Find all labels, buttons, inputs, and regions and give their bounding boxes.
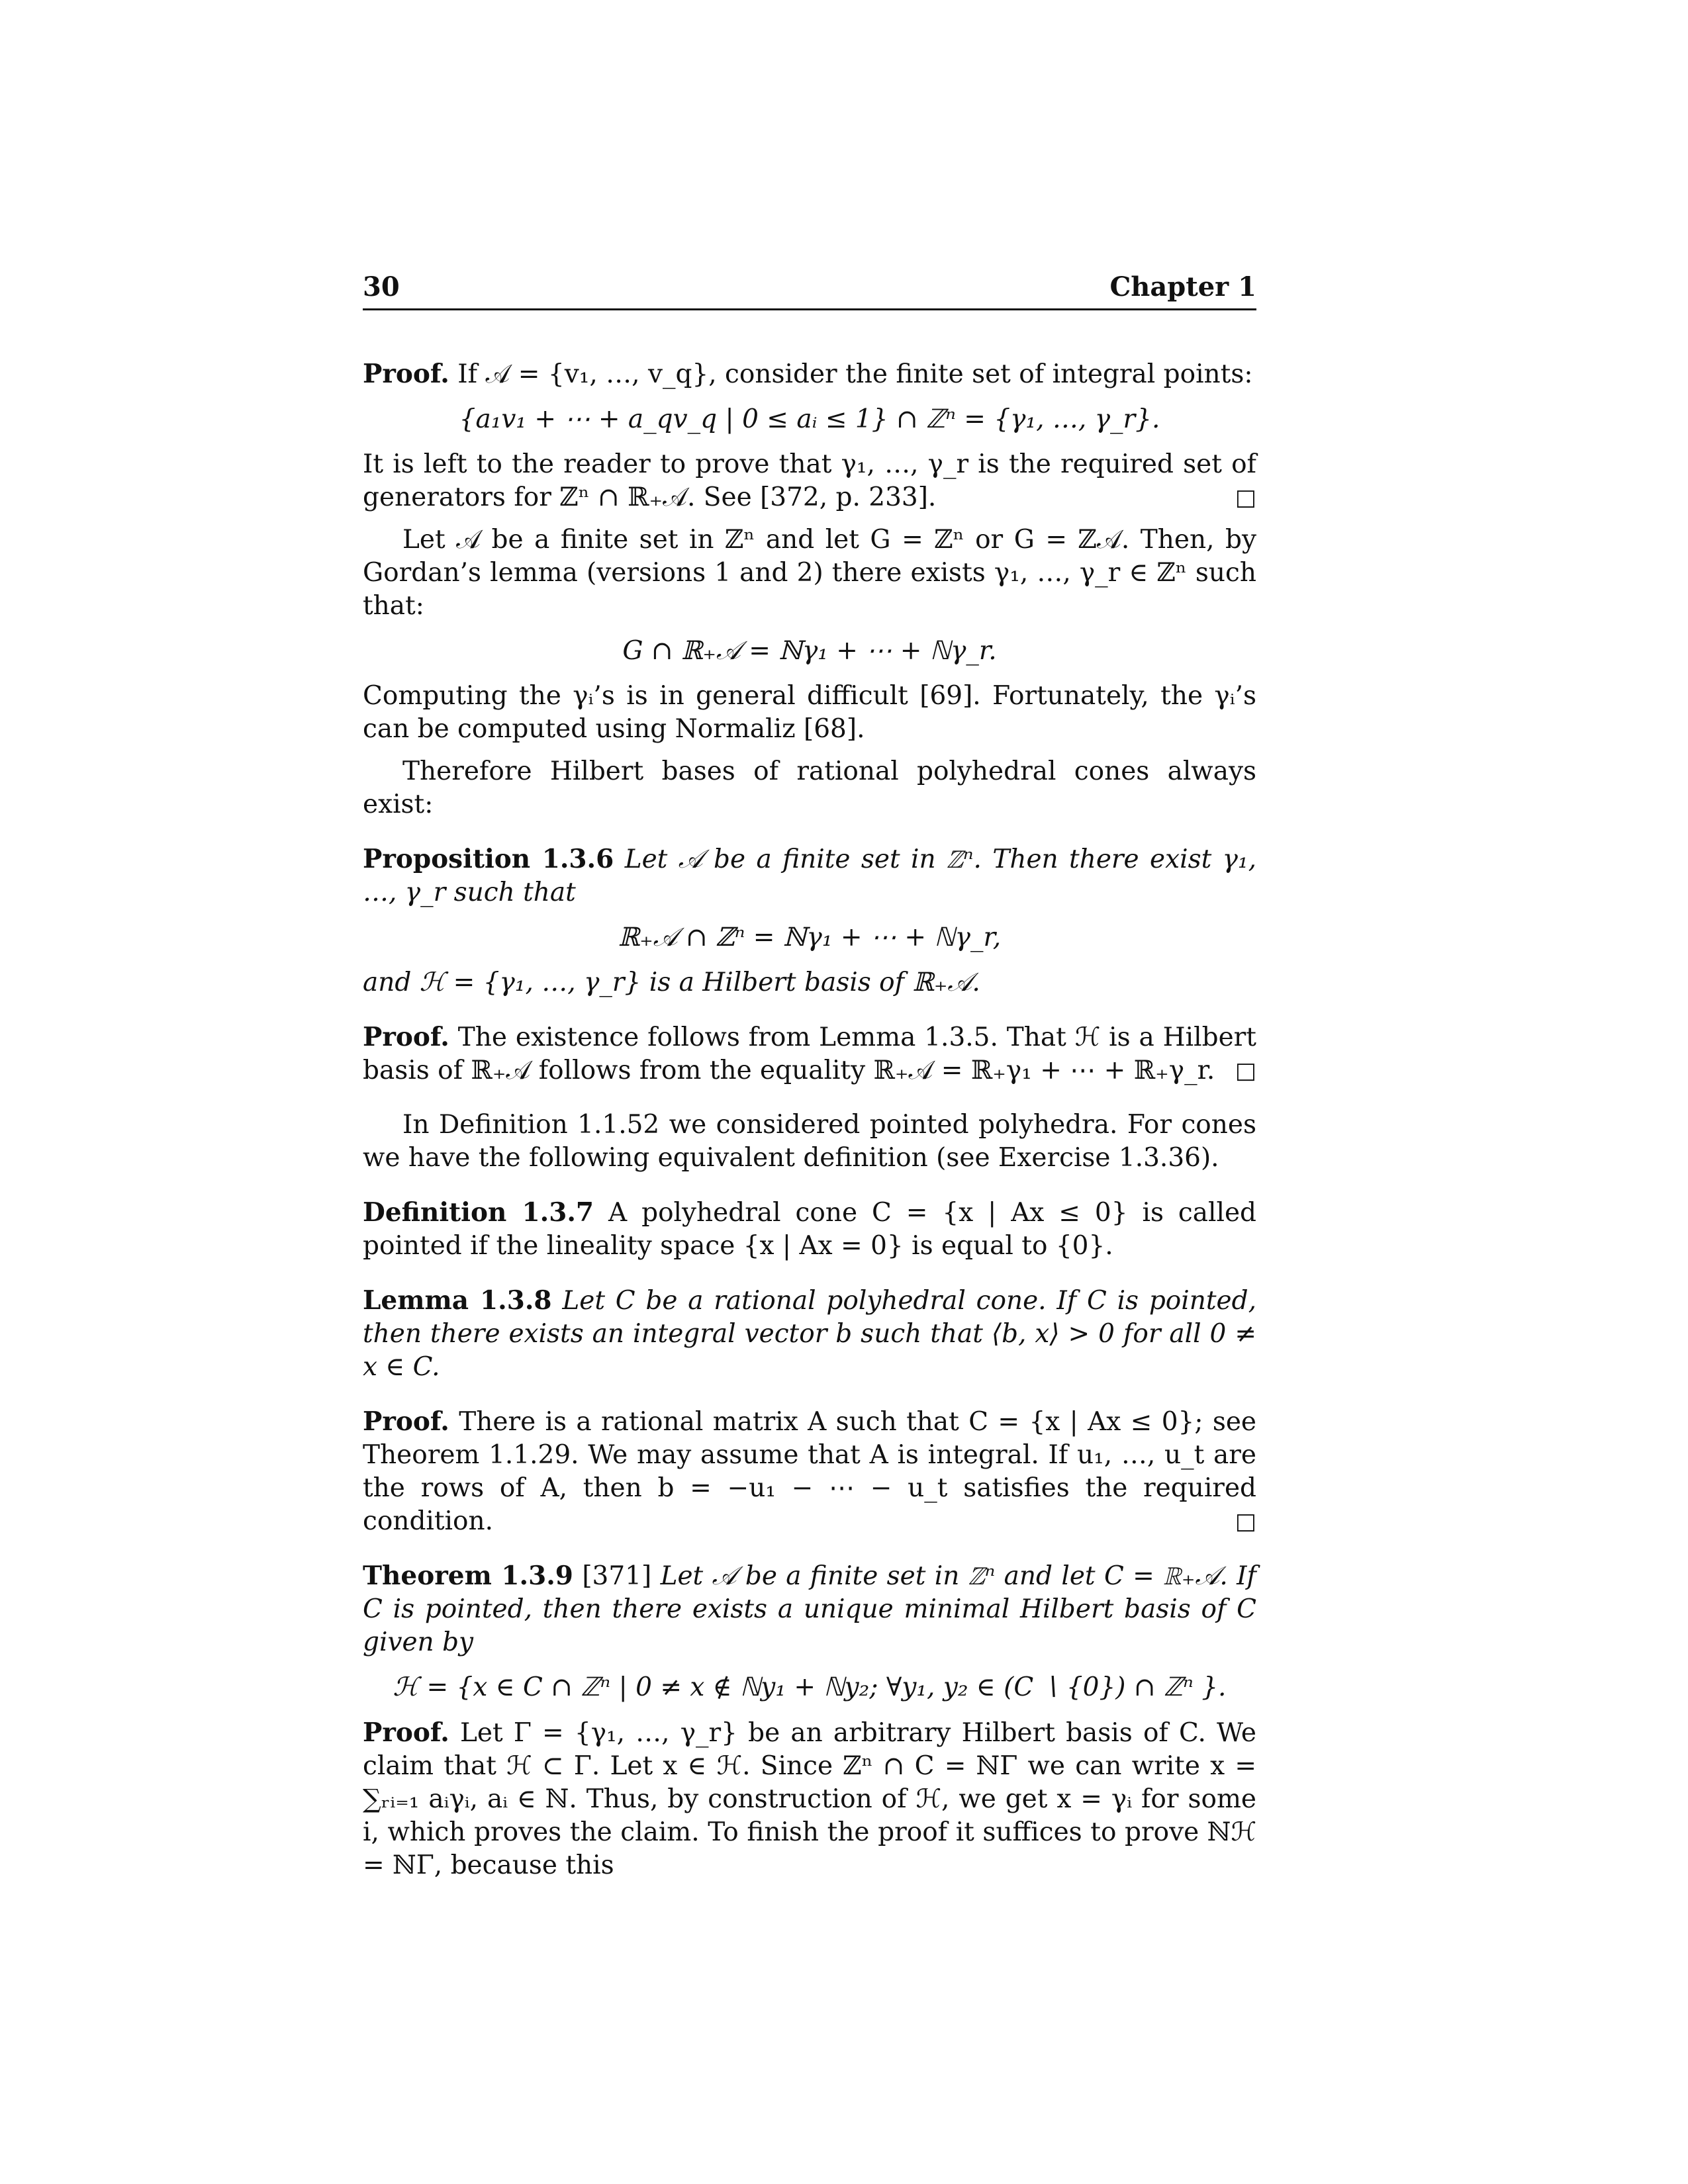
- proof-3: [363, 1405, 1256, 1538]
- proof-3-text: There is a rational matrix A such that C = {x | Ax ≤ 0}; see Theorem 1.1.29. We may assume that A is integral. If u₁, …, u_t are the rows of A, then b = −u₁ − ⋯ − u_t satisfies the required condition.: [363, 1407, 1256, 1536]
- proposition-label: Proposition 1.3.6: [363, 844, 614, 874]
- proof-4-text: Let Γ = {γ₁, …, γ_r} be an arbitrary Hilbert basis of C. We claim that ℋ ⊂ Γ. Let x ∈ ℋ. Since ℤⁿ ∩ C = ℕΓ we can write x = ∑ᵣᵢ₌₁ aᵢγᵢ, aᵢ ∈ ℕ. Thus, by construction of ℋ, we get x = γᵢ for some i, which proves the claim. To finish the proof it suffices to prove ℕℋ = ℕΓ, because this: [363, 1718, 1256, 1880]
- lemma-1-3-8: [363, 1284, 1256, 1384]
- paragraph-gordan: Let 𝒜 be a finite set in ℤⁿ and let G = ℤⁿ or G = ℤ𝒜. Then, by Gordan’s lemma (versions 1 and 2) there exists γ₁, …, γ_r ∈ ℤⁿ such that:: [363, 525, 1256, 621]
- chapter-title: Chapter 1: [1109, 271, 1256, 302]
- lemma-label: Lemma 1.3.8: [363, 1285, 552, 1316]
- paragraph-therefore: Therefore Hilbert bases of rational polyhedral cones always exist:: [363, 756, 1256, 819]
- proposition-1-3-6: [363, 842, 1256, 909]
- proposition-text: Let 𝒜 be a finite set in ℤⁿ. Then there exist γ₁, …, γ_r such that: [363, 844, 1256, 907]
- proof-1: [363, 357, 1256, 391]
- qed-symbol: □: [1235, 484, 1256, 511]
- definition-1-3-7: [363, 1196, 1256, 1263]
- proof-label: Proof.: [363, 359, 449, 389]
- theorem-text: Let 𝒜 be a finite set in ℤⁿ and let C = ℝ₊𝒜. If C is pointed, then there exists a unique minimal Hilbert basis of C given by: [363, 1561, 1256, 1657]
- running-header: [363, 265, 1256, 310]
- qed-symbol: □: [1235, 1508, 1256, 1535]
- proof-label: Proof.: [363, 1022, 449, 1052]
- qed-symbol: □: [1235, 1058, 1256, 1084]
- display-equation-2: G ∩ ℝ₊𝒜 = ℕγ₁ + ⋯ + ℕγ_r.: [622, 636, 997, 666]
- paragraph-definition: In Definition 1.1.52 we considered pointed polyhedra. For cones we have the following equivalent definition (see Exercise 1.3.36).: [363, 1110, 1256, 1173]
- lemma-text: Let C be a rational polyhedral cone. If C is pointed, then there exists an integral vector b such that ⟨b, x⟩ > 0 for all 0 ≠ x ∈ C.: [363, 1286, 1256, 1382]
- proof-label: Proof.: [363, 1406, 449, 1437]
- proof-2: [363, 1021, 1256, 1087]
- proof-4: [363, 1716, 1256, 1882]
- theorem-label: Theorem 1.3.9: [363, 1561, 573, 1591]
- proof-1-rest: [363, 448, 1256, 514]
- proof-1-intro: If 𝒜 = {v₁, …, v_q}, consider the finite set of integral points:: [457, 359, 1253, 389]
- paragraph-computing: Computing the γᵢ’s is in general difficult [69]. Fortunately, the γᵢ’s can be computed using Normaliz [68].: [363, 681, 1256, 744]
- display-equation-4: ℋ = {x ∈ C ∩ ℤⁿ | 0 ≠ x ∉ ℕy₁ + ℕy₂; ∀y₁, y₂ ∈ (C ∖ {0}) ∩ ℤⁿ }.: [393, 1672, 1227, 1702]
- proof-label: Proof.: [363, 1717, 449, 1748]
- theorem-citation: [371]: [582, 1561, 652, 1591]
- proof-2-text: The existence follows from Lemma 1.3.5. That ℋ is a Hilbert basis of ℝ₊𝒜 follows from the equality ℝ₊𝒜 = ℝ₊γ₁ + ⋯ + ℝ₊γ_r.: [363, 1023, 1256, 1085]
- page-body: [363, 357, 1256, 1882]
- page: [363, 265, 1256, 1880]
- theorem-1-3-9: [363, 1559, 1256, 1659]
- proposition-tail: and ℋ = {γ₁, …, γ_r} is a Hilbert basis of ℝ₊𝒜.: [363, 968, 980, 997]
- definition-text: A polyhedral cone C = {x | Ax ≤ 0} is called pointed if the lineality space {x | Ax = 0} is equal to {0}.: [363, 1198, 1256, 1261]
- display-equation-1: {a₁v₁ + ⋯ + a_qv_q | 0 ≤ aᵢ ≤ 1} ∩ ℤⁿ = {γ₁, …, γ_r}.: [459, 404, 1160, 434]
- display-equation-3: ℝ₊𝒜 ∩ ℤⁿ = ℕγ₁ + ⋯ + ℕγ_r,: [618, 923, 1002, 952]
- definition-label: Definition 1.3.7: [363, 1197, 594, 1228]
- page-number: 30: [363, 271, 400, 302]
- proof-1-rest-text: It is left to the reader to prove that γ₁, …, γ_r is the required set of generators for ℤⁿ ∩ ℝ₊𝒜. See [372, p. 233].: [363, 449, 1256, 512]
